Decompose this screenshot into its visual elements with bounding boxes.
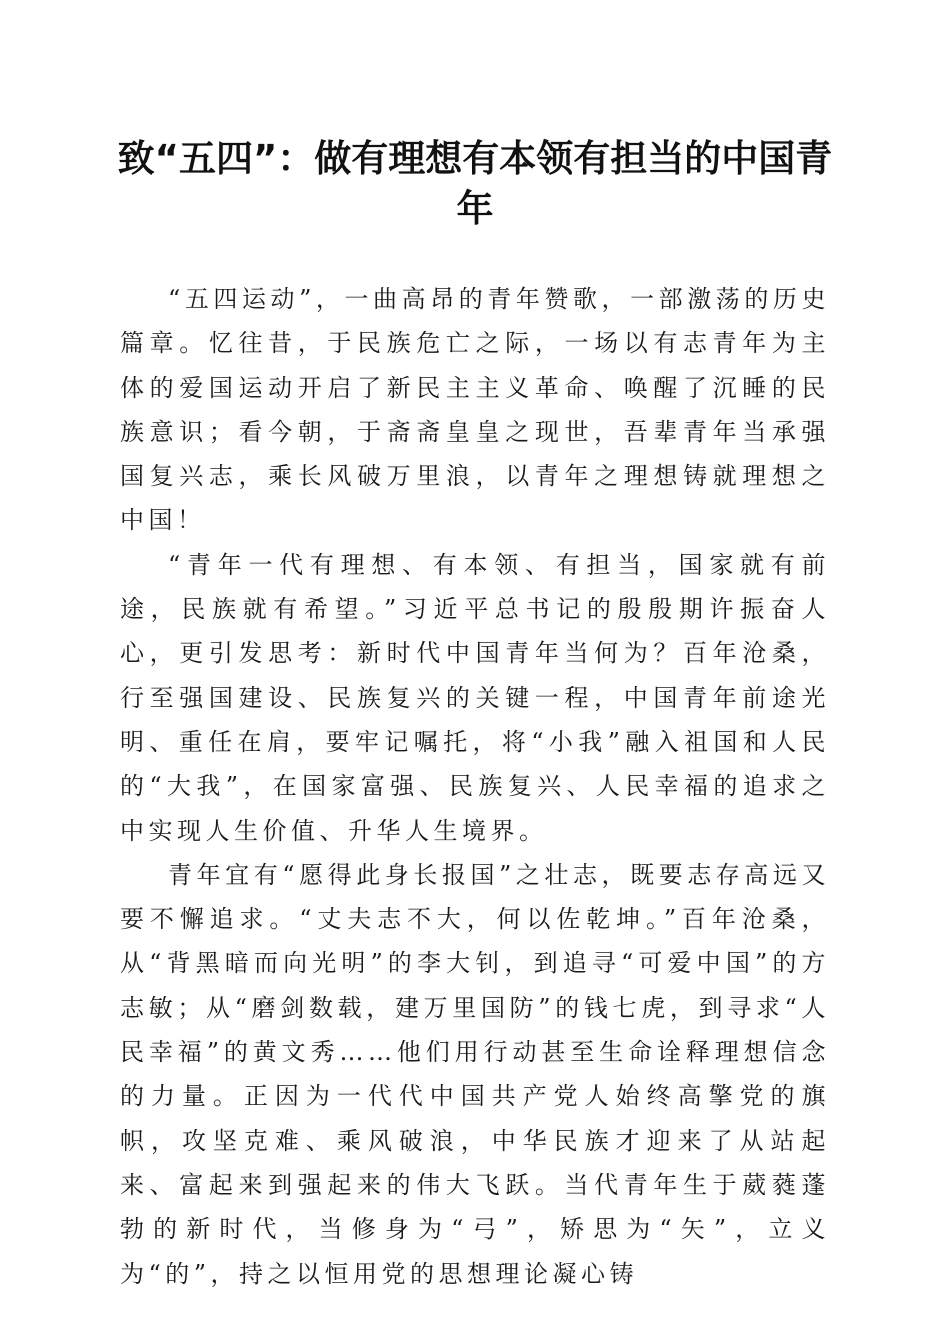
title-line-2: 年 xyxy=(456,187,494,230)
paragraph-2: “青年一代有理想、有本领、有担当，国家就有前途，民族就有希望。”习近平总书记的殷殷期许振奋人心，更引发思考：新时代中国青年当何为？百年沧桑，行至强国建设、民族复兴的关键一程，中国青年前途光明、重任在肩，要牢记嘱托，将“小我”融入祖国和人民的“大我”，在国家富强、民族复兴、人民幸福的追求之中实现人生价值、升华人生境界。 xyxy=(120,550,830,845)
paragraph-3: 青年宜有“愿得此身长报国”之壮志，既要志存高远又要不懈追求。“丈夫志不大，何以佐乾坤。”百年沧桑，从“背黑暗而向光明”的李大钊，到追寻“可爱中国”的方志敏；从“磨剑数载，建万里国防”的钱七虎，到寻求“人民幸福”的黄文秀……他们用行动甚至生命诠释理想信念的力量。正因为一代代中国共产党人始终高擎党的旗帜，攻坚克难、乘风破浪，中华民族才迎来了从站起来、富起来到强起来的伟大飞跃。当代青年生于葳蕤蓬勃的新时代，当修身为“弓”，矫思为“矢”，立义为“的”，持之以恒用党的思想理论凝心铸 xyxy=(120,860,830,1288)
title-line-1: 致“五四”：做有理想有本领有担当的中国青 xyxy=(117,137,833,180)
document-title xyxy=(100,134,850,234)
paragraph-1: “五四运动”，一曲高昂的青年赞歌，一部激荡的历史篇章。忆往昔，于民族危亡之际，一场以有志青年为主体的爱国运动开启了新民主主义革命、唤醒了沉睡的民族意识；看今朝，于斋斋皇皇之现世，吾辈青年当承强国复兴志，乘长风破万里浪，以青年之理想铸就理想之中国！ xyxy=(120,285,830,535)
document-body xyxy=(120,277,830,1296)
